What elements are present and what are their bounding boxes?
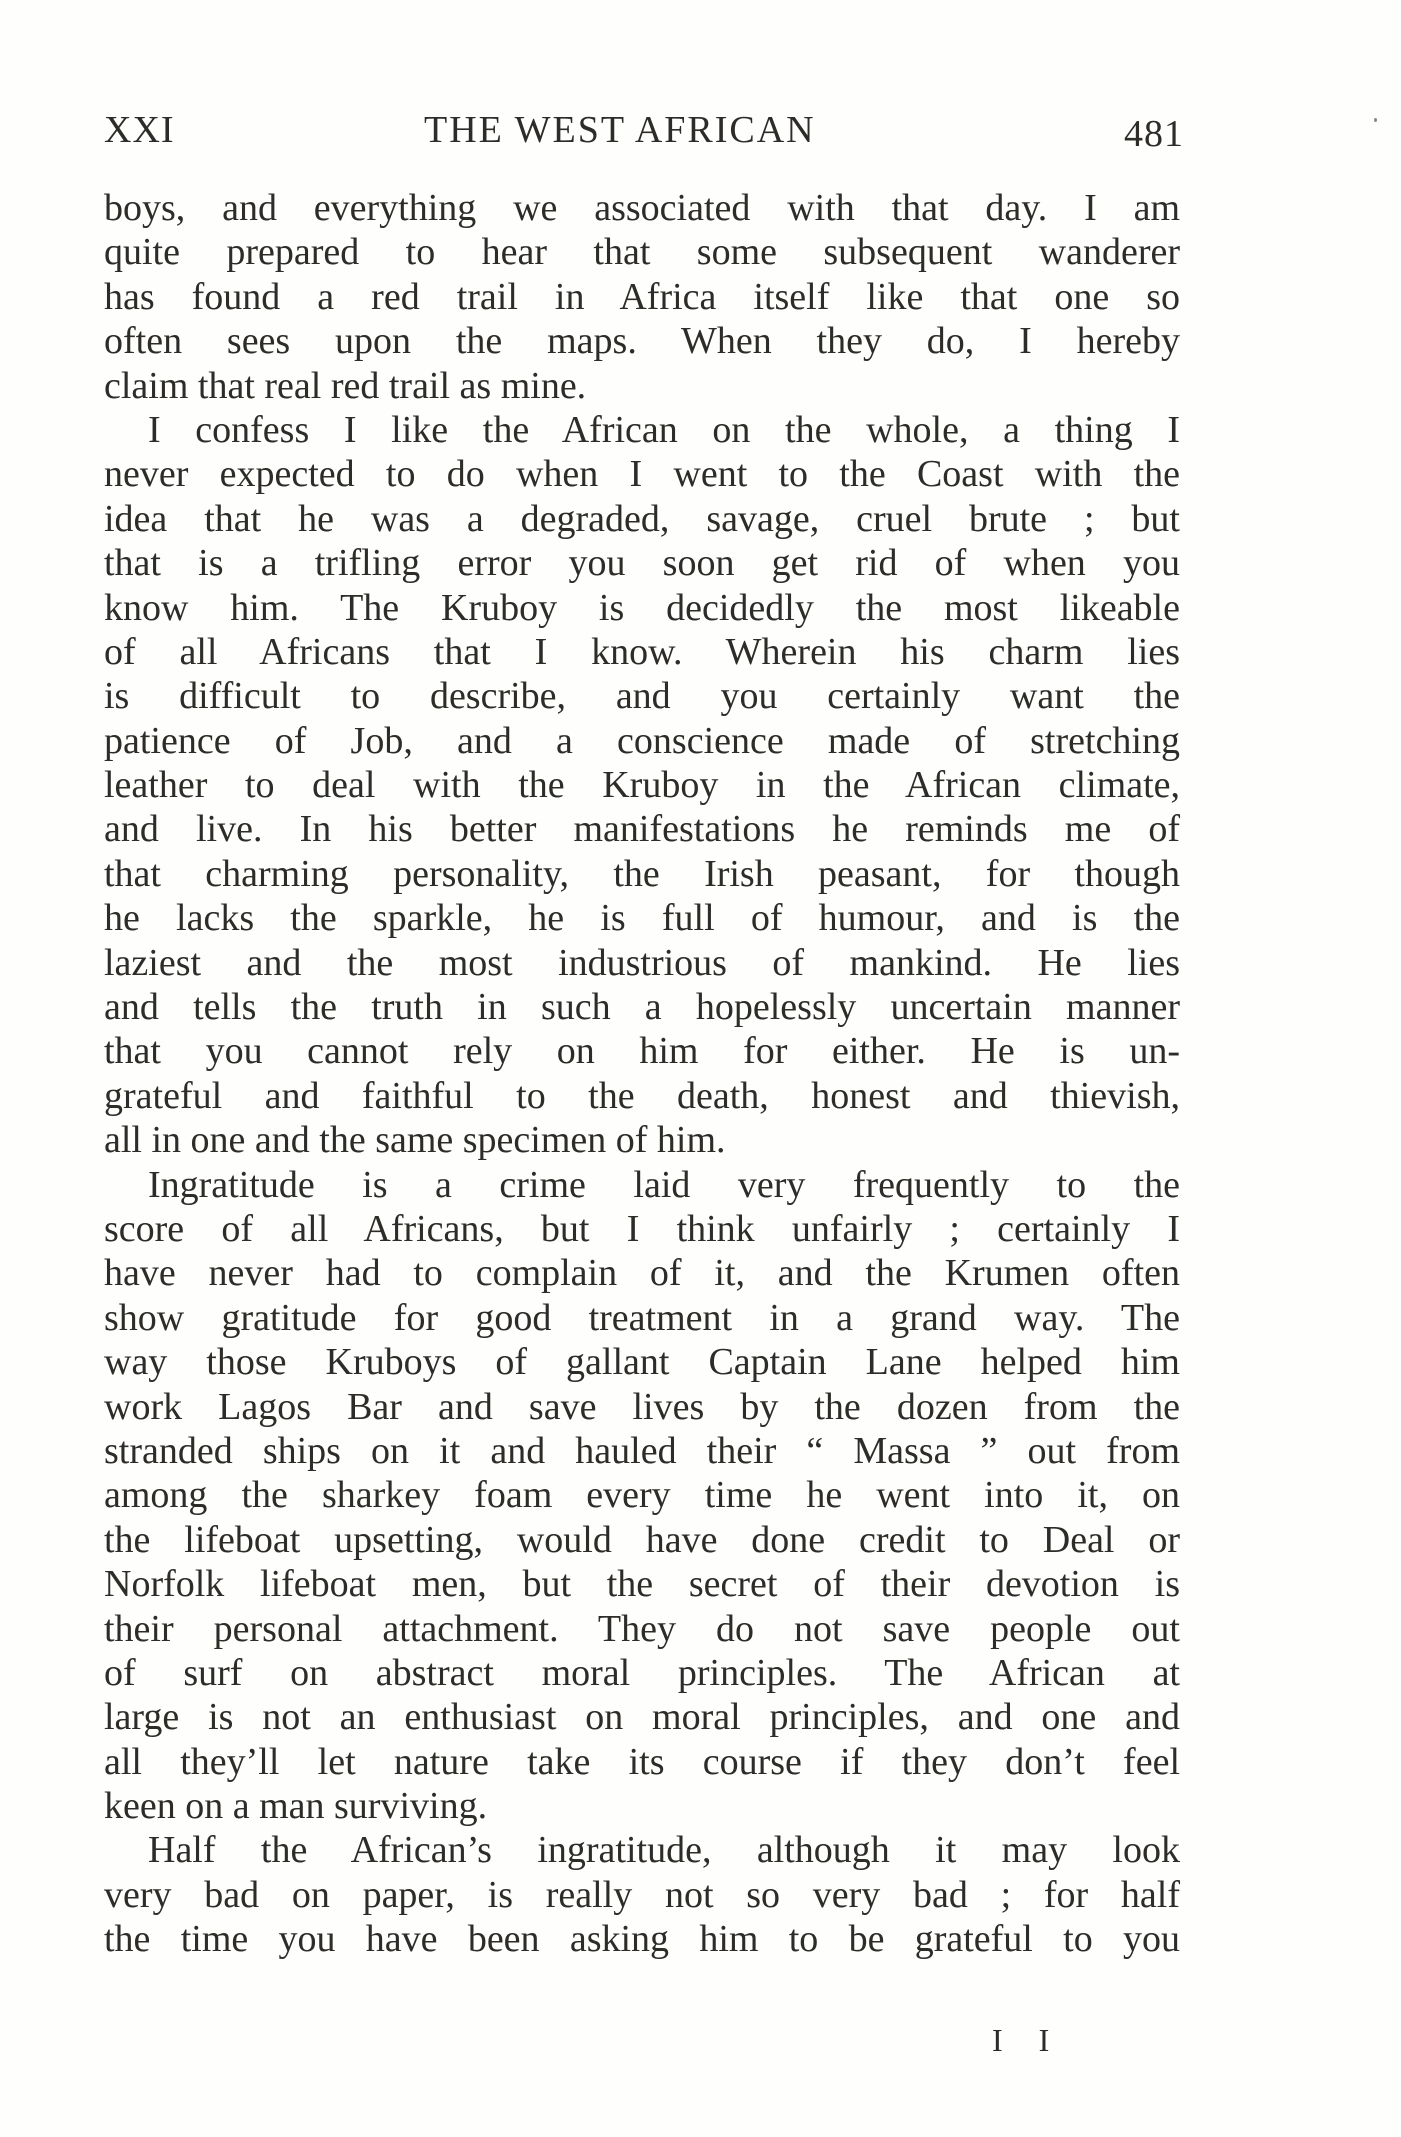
text-line: grateful and faithful to the death, honest and thievish, [104,1074,1180,1117]
text-line: all they’ll let nature take its course if they don’t feel [104,1740,1180,1783]
text-line: idea that he was a degraded, savage, cruel brute ; but [104,497,1180,540]
text-line: and tells the truth in such a hopelessly uncertain manner [104,986,1180,1029]
running-head [104,108,1184,158]
text-line: all in one and the same specimen of him. [104,1119,726,1162]
text-line: never expected to do when I went to the Coast with the [104,453,1180,496]
text-line: the time you have been asking him to be grateful to you [104,1918,1180,1961]
text-line: keen on a man surviving. [104,1785,488,1828]
text-line: I confess I like the African on the whole, a thing I [148,408,1180,451]
text-line: laziest and the most industrious of mankind. He lies [104,941,1180,984]
text-line: have never had to complain of it, and the Krumen often [104,1252,1180,1295]
text-line: boys, and everything we associated with that day. I am [104,187,1180,229]
paper-speck [1374,118,1377,122]
text-line: very bad on paper, is really not so very bad ; for half [104,1873,1180,1916]
text-line: way those Kruboys of gallant Captain Lane helped him [104,1341,1180,1384]
text-line: patience of Job, and a conscience made of stretching [104,719,1180,762]
text-line: Norfolk lifeboat men, but the secret of their devotion is [104,1563,1180,1606]
text-line: among the sharkey foam every time he went into it, on [104,1474,1180,1517]
printer-signature-mark: I I [992,2022,1064,2058]
text-line: has found a red trail in Africa itself like that one so [104,275,1180,318]
text-line: leather to deal with the Kruboy in the African climate, [104,764,1180,807]
text-line: know him. The Kruboy is decidedly the most likeable [104,586,1180,629]
text-line: score of all Africans, but I think unfairly ; certainly I [104,1207,1180,1250]
text-line: work Lagos Bar and save lives by the dozen from the [104,1385,1180,1428]
text-line: stranded ships on it and hauled their “ Massa ” out from [104,1429,1180,1472]
page-number: 481 [1124,113,1184,155]
text-line: Ingratitude is a crime laid very frequently to the [148,1163,1180,1206]
text-line: quite prepared to hear that some subsequent wanderer [104,231,1180,274]
chapter-number: XXI [104,109,175,151]
text-line: that charming personality, the Irish peasant, for though [104,852,1180,895]
running-title: THE WEST AFRICAN [424,109,816,151]
text-line: Half the African’s ingratitude, although it may look [148,1829,1180,1872]
text-line: and live. In his better manifestations he reminds me of [104,808,1180,851]
text-line: is difficult to describe, and you certainly want the [104,675,1180,718]
text-line: often sees upon the maps. When they do, I hereby [104,320,1180,363]
text-line: of all Africans that I know. Wherein his charm lies [104,630,1180,673]
text-line: that is a trifling error you soon get rid of when you [104,542,1180,585]
text-line: large is not an enthusiast on moral principles, and one and [104,1696,1180,1739]
text-line: their personal attachment. They do not save people out [104,1607,1180,1650]
text-line: claim that real red trail as mine. [104,364,587,407]
text-line: of surf on abstract moral principles. The African at [104,1651,1180,1694]
text-line: that you cannot rely on him for either. He is un- [104,1030,1180,1073]
body-text [104,186,1180,1962]
text-line: the lifeboat upsetting, would have done credit to Deal or [104,1518,1180,1561]
text-line: he lacks the sparkle, he is full of humour, and is the [104,897,1180,940]
text-line: show gratitude for good treatment in a grand way. The [104,1296,1180,1339]
